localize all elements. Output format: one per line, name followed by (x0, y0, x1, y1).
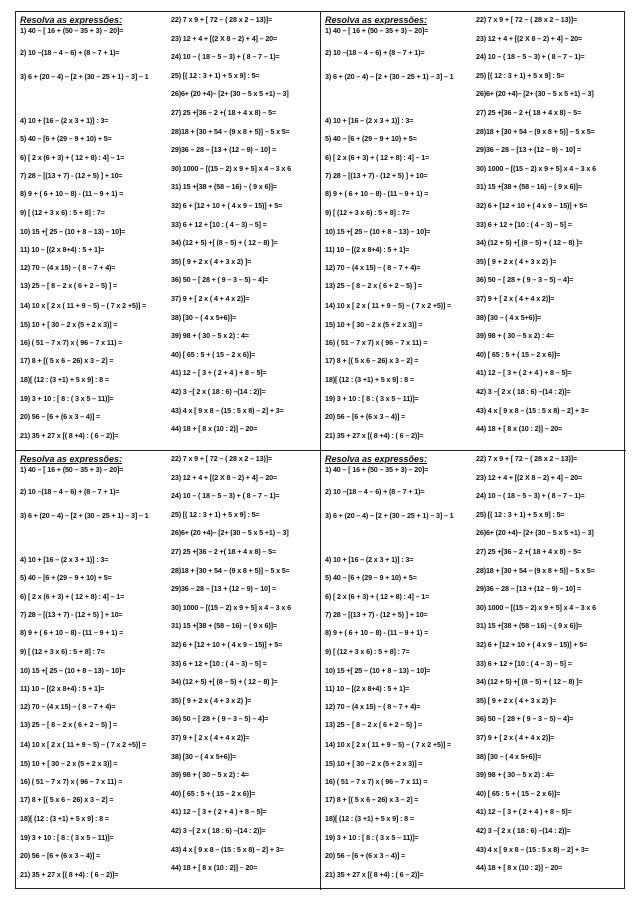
exercise-item: 31) 15 +[38 + (58 – 16) – ( 9 x 6)]= (476, 182, 582, 192)
exercise-item: 5) 40 – [6 + (29 – 9 + 10) + 5= (20, 573, 112, 582)
exercise-item: 28)18 + [30 + 54 – (9 x 8 + 5)] – 5 x 5= (476, 126, 595, 136)
exercise-item: 32) 6 + [12 + 10 + ( 4 x 9 – 15)] + 5= (171, 201, 283, 210)
exercise-item: 34) (12 + 5) +[ (8 – 5) + ( 12 – 8) ]= (171, 238, 278, 248)
exercise-item: 39) 98 + ( 30 – 5 x 2) : 4= (476, 331, 554, 341)
worksheet-title: Resolva as expressões: (20, 454, 123, 464)
exercise-item: 31) 15 +[38 + (58 – 16) – ( 9 x 6)]= (171, 182, 277, 192)
exercise-item: 18)[ (12 : (3 +1) + 5 x 9] : 8 = (20, 375, 109, 384)
exercise-item: 20) 56 – [6 + (6 x 3 – 4)] = (325, 851, 406, 860)
exercise-item: 8) 9 + ( 6 + 10 – 8) - (11 – 9 + 1) = (325, 628, 429, 637)
exercise-item: 20) 56 – [6 + (6 x 3 – 4)] = (20, 412, 101, 421)
exercise-item: 9) [ (12 + 3 x 6) : 5 + 8] : 7= (325, 208, 410, 217)
exercise-item: 28)18 + [30 + 54 – (9 x 8 + 5)] – 5 x 5= (171, 565, 290, 575)
exercise-item: 10) 15 +[ 25 – (10 + 8 – 13) – 10]= (20, 227, 126, 236)
exercise-item: 10) 15 +[ 25 – (10 + 8 – 13) – 10]= (325, 227, 431, 236)
exercise-item: 19) 3 + 10 : [ 8 : ( 3 x 5 – 11)]= (325, 394, 419, 403)
exercise-item: 21) 35 + 27 x [( 8 +4) : ( 6 – 2)]= (325, 870, 424, 879)
exercise-item: 17) 8 + [( 5 x 6 – 26) x 3 – 2] = (325, 795, 419, 804)
exercise-item: 43) 4 x [ 9 x 8 – (15 : 5 x 8) – 2] + 3= (171, 405, 284, 415)
exercise-item: 42) 3 –[ 2 x ( 18 : 6) –(14 : 2)]= (476, 387, 571, 396)
exercise-item: 12) 70 – (4 x 15) – ( 8 – 7 + 4)= (325, 263, 421, 272)
exercise-item: 26)6+ (20 +4)– [2+ (30 – 5 x 5 +1) – 3] (171, 89, 289, 99)
exercise-item: 16) ( 51 – 7 x 7) x ( 96 – 7 x 11) = (20, 338, 123, 347)
exercise-item: 16) ( 51 – 7 x 7) x ( 96 – 7 x 11) = (325, 777, 428, 786)
exercise-item: 34) (12 + 5) +[ (8 – 5) + ( 12 – 8) ]= (476, 677, 583, 687)
exercise-item: 11) 10 – [(2 x 8+4) : 5 + 1]= (20, 684, 105, 693)
exercise-item: 21) 35 + 27 x [( 8 +4) : ( 6 – 2)]= (20, 870, 119, 879)
worksheet-title: Resolva as expressões: (325, 454, 428, 464)
exercise-item: 23) 12 + 4 + [(2 X 8 – 2) + 4] – 20= (476, 33, 583, 43)
exercise-item: 36) 50 – [ 28 + ( 9 – 3 – 5) – 4]= (171, 275, 269, 285)
exercise-item: 42) 3 –[ 2 x ( 18 : 6) –(14 : 2)]= (171, 826, 266, 835)
exercise-item: 28)18 + [30 + 54 – (9 x 8 + 5)] – 5 x 5= (171, 126, 290, 136)
exercise-item: 3) 6 + (20 – 4) – [2 + (30 – 25 + 1) – 3] – 1 (325, 511, 454, 520)
exercise-item: 8) 9 + ( 6 + 10 – 8) - (11 – 9 + 1) = (20, 628, 124, 637)
exercise-item: 21) 35 + 27 x [( 8 +4) : ( 6 – 2)]= (325, 431, 424, 440)
exercise-item: 29)36 – 28 – [13 + (12 – 9) – 10] = (171, 145, 277, 155)
exercise-item: 9) [ (12 + 3 x 6) : 5 + 8] : 7= (325, 647, 410, 656)
worksheet-copy-bottom-right (321, 451, 626, 890)
exercise-item: 18)[ (12 : (3 +1) + 5 x 9] : 8 = (325, 814, 414, 823)
exercise-item: 26)6+ (20 +4)– [2+ (30 – 5 x 5 +1) – 3] (476, 89, 594, 99)
exercise-item: 24) 10 – ( 18 – 5 – 3) + ( 8 – 7 – 1)= (171, 491, 280, 501)
exercise-item: 37) 9 + [ 2 x ( 4 + 4 x 2)]= (476, 294, 555, 303)
exercise-item: 37) 9 + [ 2 x ( 4 + 4 x 2)]= (171, 733, 250, 742)
exercise-item: 40) [ 65 : 5 + ( 15 – 2 x 6)]= (171, 349, 256, 359)
exercise-item: 40) [ 65 : 5 + ( 15 – 2 x 6)]= (476, 788, 561, 798)
exercise-item: 35) [ 9 + 2 x ( 4 + 3 x 2) ]= (171, 695, 252, 705)
exercise-item: 36) 50 – [ 28 + ( 9 – 3 – 5) – 4]= (476, 714, 574, 724)
exercise-item: 22) 7 x 9 + [ 72 – ( 28 x 2 – 13)]= (476, 15, 578, 24)
exercise-item: 13) 25 – [ 8 – 2 x ( 6 + 2 – 5) ] = (325, 720, 423, 729)
exercise-item: 38) [30 – ( 4 x 5+6)]= (476, 751, 542, 761)
exercise-item: 22) 7 x 9 + [ 72 – ( 28 x 2 – 13)]= (171, 15, 273, 24)
exercise-item: 37) 9 + [ 2 x ( 4 + 4 x 2)]= (476, 733, 555, 742)
exercise-item: 9) [ (12 + 3 x 6) : 5 + 8] : 7= (20, 647, 105, 656)
exercise-item: 37) 9 + [ 2 x ( 4 + 4 x 2)]= (171, 294, 250, 303)
exercise-item: 32) 6 + [12 + 10 + ( 4 x 9 – 15)] + 5= (476, 640, 588, 649)
exercise-item: 43) 4 x [ 9 x 8 – (15 : 5 x 8) – 2] + 3= (476, 844, 589, 854)
exercise-item: 22) 7 x 9 + [ 72 – ( 28 x 2 – 13)]= (171, 454, 273, 463)
exercise-item: 40) [ 65 : 5 + ( 15 – 2 x 6)]= (476, 349, 561, 359)
exercise-item: 5) 40 – [6 + (29 – 9 + 10) + 5= (20, 134, 112, 143)
exercise-item: 4) 10 + [16 – (2 x 3 + 1)] : 3= (325, 116, 414, 125)
exercise-item: 19) 3 + 10 : [ 8 : ( 3 x 5 – 11)]= (20, 833, 114, 842)
exercise-item: 34) (12 + 5) +[ (8 – 5) + ( 12 – 8) ]= (476, 238, 583, 248)
exercise-item: 18)[ (12 : (3 +1) + 5 x 9] : 8 = (325, 375, 414, 384)
exercise-item: 29)36 – 28 – [13 + (12 – 9) – 10] = (476, 584, 582, 594)
exercise-item: 41) 12 – [ 3 + ( 2 + 4 ) + 8 – 5]= (171, 368, 267, 378)
exercise-item: 6) [ 2 x (6 + 3) + ( 12 + 8) : 4] – 1= (325, 153, 430, 162)
exercise-item: 14) 10 x [ 2 x ( 11 + 9 – 5) – ( 7 x 2 +5)] = (20, 301, 147, 310)
exercise-item: 34) (12 + 5) +[ (8 – 5) + ( 12 – 8) ]= (171, 677, 278, 687)
exercise-item: 13) 25 – [ 8 – 2 x ( 6 + 2 – 5) ] = (20, 720, 118, 729)
exercise-item: 11) 10 – [(2 x 8+4) : 5 + 1]= (325, 684, 410, 693)
exercise-item: 25) [( 12 : 3 + 1) + 5 x 9] : 5= (171, 509, 260, 519)
exercise-item: 7) 28 – [(13 + 7) - (12 + 5) ] + 10= (325, 610, 428, 619)
exercise-item: 39) 98 + ( 30 – 5 x 2) : 4= (171, 331, 249, 341)
exercise-item: 30) 1000 – [(15 – 2) x 9 + 5] x 4 – 3 x 6 (476, 163, 596, 173)
exercise-item: 16) ( 51 – 7 x 7) x ( 96 – 7 x 11) = (325, 338, 428, 347)
exercise-item: 35) [ 9 + 2 x ( 4 + 3 x 2) ]= (476, 256, 557, 266)
exercise-item: 27) 25 +[36 – 2 +( 18 + 4 x 8) – 5= (171, 108, 277, 117)
exercise-item: 26)6+ (20 +4)– [2+ (30 – 5 x 5 +1) – 3] (171, 528, 289, 538)
exercise-item: 42) 3 –[ 2 x ( 18 : 6) –(14 : 2)]= (476, 826, 571, 835)
exercise-item: 3) 6 + (20 – 4) – [2 + (30 – 25 + 1) – 3] – 1 (325, 72, 454, 81)
exercise-item: 2) 10 –(18 – 4 – 6) + (8 – 7 + 1)= (325, 487, 425, 496)
exercise-item: 19) 3 + 10 : [ 8 : ( 3 x 5 – 11)]= (20, 394, 114, 403)
exercise-item: 44) 18 + [ 8 x (10 : 2)] – 20= (171, 424, 258, 434)
exercise-item: 31) 15 +[38 + (58 – 16) – ( 9 x 6)]= (171, 621, 277, 631)
exercise-item: 5) 40 – [6 + (29 – 9 + 10) + 5= (325, 134, 417, 143)
exercise-item: 39) 98 + ( 30 – 5 x 2) : 4= (476, 770, 554, 780)
exercise-item: 3) 6 + (20 – 4) – [2 + (30 – 25 + 1) – 3] – 1 (20, 511, 149, 520)
exercise-item: 30) 1000 – [(15 – 2) x 9 + 5] x 4 – 3 x 6 (171, 163, 291, 173)
exercise-item: 38) [30 – ( 4 x 5+6)]= (171, 751, 237, 761)
exercise-item: 36) 50 – [ 28 + ( 9 – 3 – 5) – 4]= (476, 275, 574, 285)
exercise-item: 15) 10 + [ 30 – 2 x (5 + 2 x 3)] = (325, 320, 423, 329)
exercise-item: 14) 10 x [ 2 x ( 11 + 9 – 5) – ( 7 x 2 +5)] = (325, 301, 452, 310)
worksheet-title: Resolva as expressões: (20, 15, 123, 25)
exercise-item: 15) 10 + [ 30 – 2 x (5 + 2 x 3)] = (20, 759, 118, 768)
exercise-item: 13) 25 – [ 8 – 2 x ( 6 + 2 – 5) ] = (20, 281, 118, 290)
exercise-item: 4) 10 + [16 – (2 x 3 + 1)] : 3= (20, 116, 109, 125)
exercise-item: 41) 12 – [ 3 + ( 2 + 4 ) + 8 – 5]= (476, 807, 572, 817)
exercise-item: 2) 10 –(18 – 4 – 6) + (8 – 7 + 1)= (20, 48, 120, 57)
exercise-item: 17) 8 + [( 5 x 6 – 26) x 3 – 2] = (325, 356, 419, 365)
exercise-item: 12) 70 – (4 x 15) – ( 8 – 7 + 4)= (20, 263, 116, 272)
exercise-item: 24) 10 – ( 18 – 5 – 3) + ( 8 – 7 – 1)= (171, 52, 280, 62)
exercise-item: 35) [ 9 + 2 x ( 4 + 3 x 2) ]= (171, 256, 252, 266)
exercise-item: 13) 25 – [ 8 – 2 x ( 6 + 2 – 5) ] = (325, 281, 423, 290)
worksheet-copy-top-right (321, 12, 626, 451)
exercise-item: 23) 12 + 4 + [(2 X 8 – 2) + 4] – 20= (171, 472, 278, 482)
exercise-item: 14) 10 x [ 2 x ( 11 + 9 – 5) – ( 7 x 2 +5)] = (325, 740, 452, 749)
exercise-item: 6) [ 2 x (6 + 3) + ( 12 + 8) : 4] – 1= (20, 592, 125, 601)
exercise-item: 7) 28 – [(13 + 7) - (12 + 5) ] + 10= (20, 171, 123, 180)
worksheet-title: Resolva as expressões: (325, 15, 428, 25)
exercise-item: 7) 28 – [(13 + 7) - (12 + 5) ] + 10= (20, 610, 123, 619)
exercise-item: 23) 12 + 4 + [(2 X 8 – 2) + 4] – 20= (171, 33, 278, 43)
exercise-item: 41) 12 – [ 3 + ( 2 + 4 ) + 8 – 5]= (171, 807, 267, 817)
exercise-item: 6) [ 2 x (6 + 3) + ( 12 + 8) : 4] – 1= (20, 153, 125, 162)
exercise-item: 1) 40 – [ 16 + (50 – 35 + 3) – 20]= (20, 465, 124, 474)
exercise-item: 32) 6 + [12 + 10 + ( 4 x 9 – 15)] + 5= (476, 201, 588, 210)
exercise-item: 25) [( 12 : 3 + 1) + 5 x 9] : 5= (476, 70, 565, 80)
exercise-item: 18)[ (12 : (3 +1) + 5 x 9] : 8 = (20, 814, 109, 823)
exercise-item: 27) 25 +[36 – 2 +( 18 + 4 x 8) – 5= (476, 108, 582, 117)
worksheet-sheet (15, 11, 625, 889)
exercise-item: 30) 1000 – [(15 – 2) x 9 + 5] x 4 – 3 x 6 (476, 602, 596, 612)
worksheet-copy-top-left (16, 12, 321, 451)
exercise-item: 12) 70 – (4 x 15) – ( 8 – 7 + 4)= (325, 702, 421, 711)
exercise-item: 32) 6 + [12 + 10 + ( 4 x 9 – 15)] + 5= (171, 640, 283, 649)
exercise-item: 44) 18 + [ 8 x (10 : 2)] – 20= (476, 863, 563, 873)
exercise-item: 1) 40 – [ 16 + (50 – 35 + 3) – 20]= (325, 465, 429, 474)
exercise-item: 7) 28 – [(13 + 7) - (12 + 5) ] + 10= (325, 171, 428, 180)
exercise-item: 12) 70 – (4 x 15) – ( 8 – 7 + 4)= (20, 702, 116, 711)
exercise-item: 29)36 – 28 – [13 + (12 – 9) – 10] = (171, 584, 277, 594)
exercise-item: 8) 9 + ( 6 + 10 – 8) - (11 – 9 + 1) = (325, 189, 429, 198)
exercise-item: 40) [ 65 : 5 + ( 15 – 2 x 6)]= (171, 788, 256, 798)
exercise-item: 23) 12 + 4 + [(2 X 8 – 2) + 4] – 20= (476, 472, 583, 482)
exercise-item: 35) [ 9 + 2 x ( 4 + 3 x 2) ]= (476, 695, 557, 705)
exercise-item: 21) 35 + 27 x [( 8 +4) : ( 6 – 2)]= (20, 431, 119, 440)
exercise-item: 26)6+ (20 +4)– [2+ (30 – 5 x 5 +1) – 3] (476, 528, 594, 538)
exercise-item: 42) 3 –[ 2 x ( 18 : 6) –(14 : 2)]= (171, 387, 266, 396)
exercise-item: 29)36 – 28 – [13 + (12 – 9) – 10] = (476, 145, 582, 155)
exercise-item: 2) 10 –(18 – 4 – 6) + (8 – 7 + 1)= (20, 487, 120, 496)
exercise-item: 10) 15 +[ 25 – (10 + 8 – 13) – 10]= (20, 666, 126, 675)
exercise-item: 28)18 + [30 + 54 – (9 x 8 + 5)] – 5 x 5= (476, 565, 595, 575)
exercise-item: 10) 15 +[ 25 – (10 + 8 – 13) – 10]= (325, 666, 431, 675)
worksheet-copy-bottom-left (16, 451, 321, 890)
exercise-item: 33) 6 + 12 + [10 : ( 4 – 3) – 5] = (171, 219, 267, 229)
exercise-item: 6) [ 2 x (6 + 3) + ( 12 + 8) : 4] – 1= (325, 592, 430, 601)
exercise-item: 31) 15 +[38 + (58 – 16) – ( 9 x 6)]= (476, 621, 582, 631)
exercise-item: 1) 40 – [ 16 + (50 – 35 + 3) – 20]= (325, 26, 429, 35)
exercise-item: 27) 25 +[36 – 2 +( 18 + 4 x 8) – 5= (476, 547, 582, 556)
exercise-item: 15) 10 + [ 30 – 2 x (5 + 2 x 3)] = (325, 759, 423, 768)
exercise-item: 25) [( 12 : 3 + 1) + 5 x 9] : 5= (476, 509, 565, 519)
exercise-item: 1) 40 – [ 16 + (50 – 35 + 3) – 20]= (20, 26, 124, 35)
exercise-item: 25) [( 12 : 3 + 1) + 5 x 9] : 5= (171, 70, 260, 80)
exercise-item: 3) 6 + (20 – 4) – [2 + (30 – 25 + 1) – 3] – 1 (20, 72, 149, 81)
exercise-item: 33) 6 + 12 + [10 : ( 4 – 3) – 5] = (476, 219, 572, 229)
exercise-item: 9) [ (12 + 3 x 6) : 5 + 8] : 7= (20, 208, 105, 217)
exercise-item: 41) 12 – [ 3 + ( 2 + 4 ) + 8 – 5]= (476, 368, 572, 378)
exercise-item: 19) 3 + 10 : [ 8 : ( 3 x 5 – 11)]= (325, 833, 419, 842)
exercise-item: 22) 7 x 9 + [ 72 – ( 28 x 2 – 13)]= (476, 454, 578, 463)
exercise-item: 2) 10 –(18 – 4 – 6) + (8 – 7 + 1)= (325, 48, 425, 57)
exercise-item: 33) 6 + 12 + [10 : ( 4 – 3) – 5] = (171, 658, 267, 668)
exercise-item: 43) 4 x [ 9 x 8 – (15 : 5 x 8) – 2] + 3= (476, 405, 589, 415)
exercise-item: 4) 10 + [16 – (2 x 3 + 1)] : 3= (325, 555, 414, 564)
exercise-item: 39) 98 + ( 30 – 5 x 2) : 4= (171, 770, 249, 780)
exercise-item: 38) [30 – ( 4 x 5+6)]= (171, 312, 237, 322)
exercise-item: 24) 10 – ( 18 – 5 – 3) + ( 8 – 7 – 1)= (476, 491, 585, 501)
exercise-item: 27) 25 +[36 – 2 +( 18 + 4 x 8) – 5= (171, 547, 277, 556)
exercise-item: 44) 18 + [ 8 x (10 : 2)] – 20= (171, 863, 258, 873)
exercise-item: 14) 10 x [ 2 x ( 11 + 9 – 5) – ( 7 x 2 +5)] = (20, 740, 147, 749)
exercise-item: 20) 56 – [6 + (6 x 3 – 4)] = (325, 412, 406, 421)
exercise-item: 44) 18 + [ 8 x (10 : 2)] – 20= (476, 424, 563, 434)
exercise-item: 38) [30 – ( 4 x 5+6)]= (476, 312, 542, 322)
exercise-item: 30) 1000 – [(15 – 2) x 9 + 5] x 4 – 3 x 6 (171, 602, 291, 612)
exercise-item: 43) 4 x [ 9 x 8 – (15 : 5 x 8) – 2] + 3= (171, 844, 284, 854)
exercise-item: 20) 56 – [6 + (6 x 3 – 4)] = (20, 851, 101, 860)
exercise-item: 11) 10 – [(2 x 8+4) : 5 + 1]= (20, 245, 105, 254)
exercise-item: 16) ( 51 – 7 x 7) x ( 96 – 7 x 11) = (20, 777, 123, 786)
exercise-item: 17) 8 + [( 5 x 6 – 26) x 3 – 2] = (20, 795, 114, 804)
exercise-item: 5) 40 – [6 + (29 – 9 + 10) + 5= (325, 573, 417, 582)
exercise-item: 24) 10 – ( 18 – 5 – 3) + ( 8 – 7 – 1)= (476, 52, 585, 62)
exercise-item: 15) 10 + [ 30 – 2 x (5 + 2 x 3)] = (20, 320, 118, 329)
exercise-item: 8) 9 + ( 6 + 10 – 8) - (11 – 9 + 1) = (20, 189, 124, 198)
exercise-item: 17) 8 + [( 5 x 6 – 26) x 3 – 2] = (20, 356, 114, 365)
exercise-item: 33) 6 + 12 + [10 : ( 4 – 3) – 5] = (476, 658, 572, 668)
exercise-item: 36) 50 – [ 28 + ( 9 – 3 – 5) – 4]= (171, 714, 269, 724)
exercise-item: 4) 10 + [16 – (2 x 3 + 1)] : 3= (20, 555, 109, 564)
exercise-item: 11) 10 – [(2 x 8+4) : 5 + 1]= (325, 245, 410, 254)
